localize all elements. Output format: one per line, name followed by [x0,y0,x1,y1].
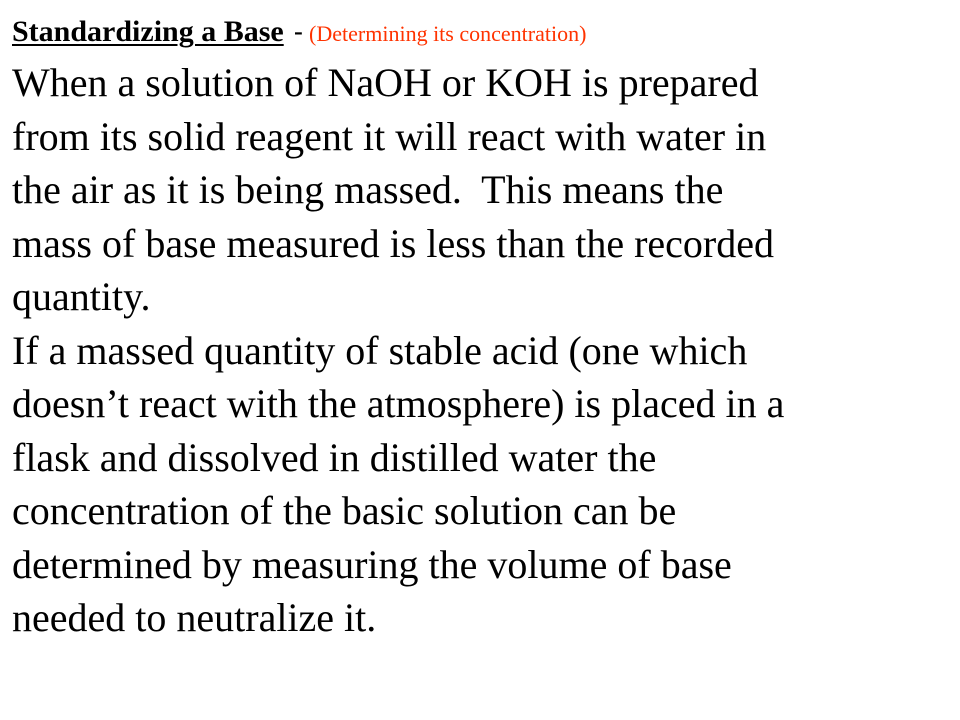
slide-content [12,10,948,645]
paragraph-line: needed to neutralize it. [12,595,377,640]
paragraph-1 [12,56,948,324]
page-subtitle: (Determining its concentration) [309,21,587,46]
page-title: Standardizing a Base [12,15,284,48]
title-line [12,10,948,56]
paragraph-line: doesn’t react with the atmosphere) is placed in a [12,381,785,426]
title-separator: - [293,16,304,47]
paragraph-line: flask and dissolved in distilled water the [12,434,657,480]
paragraph-line: from its solid reagent it will react with water in [12,113,767,159]
paragraph-line: When a solution of NaOH or KOH is prepared [12,60,759,105]
paragraph-line: determined by measuring the volume of base [12,541,732,587]
paragraph-line: If a massed quantity of stable acid (one which [12,327,748,373]
paragraph-line: the air as it is being massed. This means the [12,167,724,212]
paragraph-line: concentration of the basic solution can be [12,488,677,533]
paragraph-line: mass of base measured is less than the recorded [12,220,774,266]
paragraph-line: quantity. [12,274,151,319]
paragraph-2 [12,324,948,645]
